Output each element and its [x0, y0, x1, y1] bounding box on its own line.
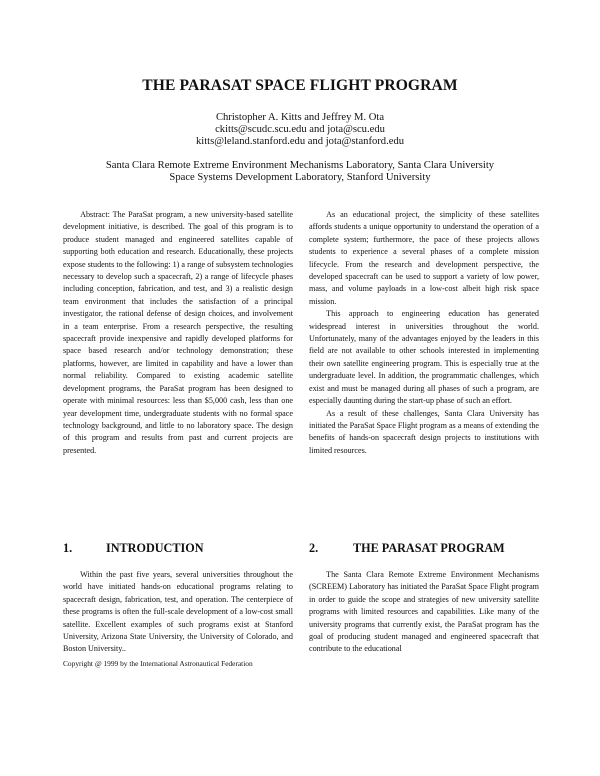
intro-right-column	[309, 209, 539, 457]
body-paragraph: The Santa Clara Remote Extreme Environment Mechanisms (SCREEM) Laboratory has initiated the ParaSat Space Flight program in order to guide the scope and strategies of new university satellite programs with limited resources and capabilities. Like many of the university programs that currently exist, the ParaSat program has the goal of producing student managed and engineered spacecraft that contribute to the educational	[309, 570, 539, 654]
section-2-number: 2.	[309, 541, 319, 555]
section-2-heading: THE PARASAT PROGRAM	[353, 541, 505, 555]
section-1-number: 1.	[63, 541, 73, 555]
affiliation-2: Space Systems Development Laboratory, Stanford University	[169, 172, 431, 183]
copyright-notice: Copyright @ 1999 by the International Astronautical Federation	[63, 659, 253, 668]
section-1-heading: INTRODUCTION	[106, 541, 204, 555]
section-2-body	[309, 569, 539, 656]
abstract-paragraph: Abstract: The ParaSat program, a new university-based satellite development initiative, is described. The goal of this program is to produce student managed and engineered satellites capable of supporting both education and research. Educationally, these projects expose students to the following: 1) a range of subsystem technologies necessary to develop such a spacecraft, 2) a range of lifecycle phases including conception, fabrication, and test, and 3) a realistic design team environment that includes the satisfaction of a principal investigator, the rational defense of design choices, and involvement in a team enterprise. From a research perspective, the resulting spacecraft provide inexpensive and rapidly developed platforms for space based research and/or technology demonstration; these platforms, however, are limited in capability and have a lower than normal reliability. Compared to existing academic satellite development programs, the ParaSat program has been designed to operate with minimal resources: less than $5,000 cash, less than one year development time, undergraduate students with no formal space technology background, and little to no laboratory space. The design of this program and results from past and current projects are presented.	[63, 210, 293, 455]
body-paragraph: Within the past five years, several universities throughout the world have initiated hands-on educational programs relating to spacecraft design, fabrication, test, and operation. The centerpiece of these programs is often the full-scale development of a low-cost small satellite. Excellent examples of such programs exist at Stanford University, Arizona State University, the University of Colorado, and Boston University..	[63, 570, 293, 654]
body-paragraph: This approach to engineering education has generated widespread interest in universities throughout the world. Unfortunately, many of the advantages enjoyed by the leaders in this field are not available to other schools interested in implementing their own satellite engineering program. This is especially true at the undergraduate level. In addition, the programmatic challenges, which exist and must be managed during all phases of such a program, are especially daunting during the start-up phase of such an effort.	[309, 309, 539, 406]
author-emails-2: kitts@leland.stanford.edu and jota@stanford.edu	[195, 136, 405, 147]
body-paragraph: As an educational project, the simplicity of these satellites affords students a unique opportunity to understand the operation of a complete system; furthermore, the pace of these projects allows students to experience a several phases of a complete mission lifecycle. From the research and development perspective, the developed spacecraft can be used to support a variety of low power, mass, and volume payloads in a low-cost albeit high risk space mission.	[309, 210, 539, 306]
abstract-column	[63, 209, 293, 457]
body-paragraph: As a result of these challenges, Santa Clara University has initiated the ParaSat Space Flight program as a means of extending the benefits of hands-on spacecraft design projects to institutions with limited resources.	[309, 408, 539, 455]
author-emails-1: ckitts@scudc.scu.edu and jota@scu.edu	[215, 124, 385, 135]
affiliation-1: Santa Clara Remote Extreme Environment Mechanisms Laboratory, Santa Clara University	[105, 160, 495, 171]
authors: Christopher A. Kitts and Jeffrey M. Ota	[215, 112, 385, 123]
paper-title: THE PARASAT SPACE FLIGHT PROGRAM	[142, 77, 458, 94]
section-1-body	[63, 569, 293, 656]
